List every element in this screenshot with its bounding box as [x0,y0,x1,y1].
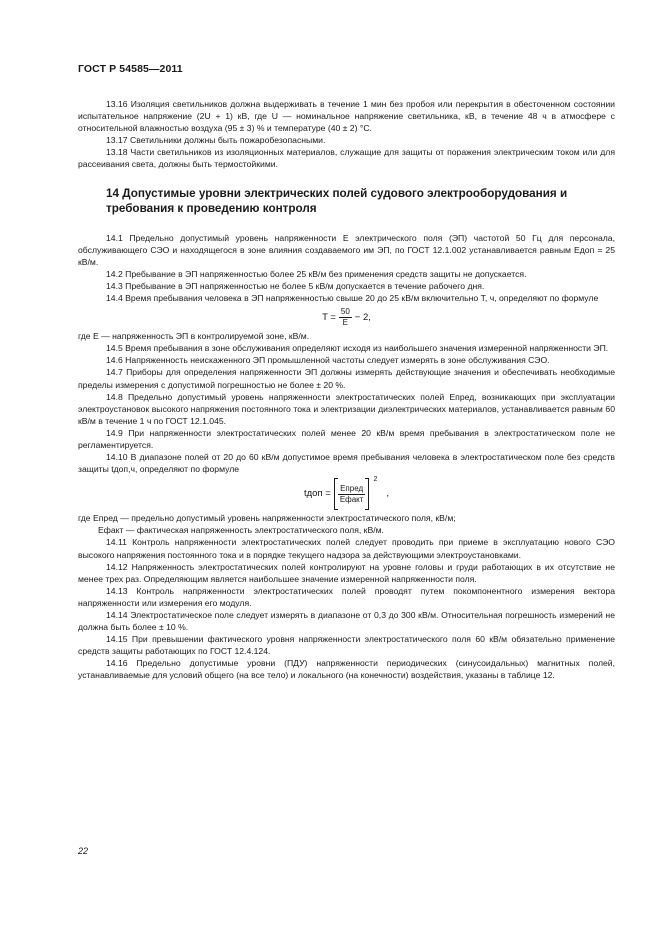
standard-header: ГОСТ Р 54585—2011 [78,63,183,75]
clause-14-15: 14.15 При превышении фактического уровня напряженности электростатического поля 60 кВ/м обязательно применение средств защиты работающих по ГОСТ 12.4.124. [78,634,615,657]
clause-14-6: 14.6 Напряженность неискаженного ЭП промышленной частоты следует измерять в зоне обслуживания СЭО. [106,355,550,366]
formula-2-fraction [338,484,366,505]
clause-14-9: 14.9 При напряженности электростатических полей менее 20 кВ/м время пребывания в электростатическом поле не регламентируется. [78,427,615,450]
formula-lhs: T = [322,311,336,323]
formula-2-bracket [334,478,370,510]
page-number: 22 [78,846,89,856]
formula-2-legend-a: где Eпред — предельно допустимый уровень напряженности электростатического поля, кВ/м; [78,513,456,524]
clause-13-17: 13.17 Светильники должны быть пожаробезопасными. [106,135,326,146]
clause-14-4: 14.4 Время пребывания человека в ЭП напряженностью свыше 20 до 25 кВ/м включительно T, ч, определяют по формуле [106,293,599,304]
clause-14-5: 14.5 Время пребывания в зоне обслуживания определяют исходя из наибольшего значения измеренной напряженности ЭП. [106,343,609,354]
clause-14-14: 14.14 Электростатическое поле следует измерять в диапазоне от 0,3 до 300 кВ/м. Относительная погрешность измерений не должна быть более ± 10 %. [78,610,615,633]
formula-fraction [339,307,352,328]
page-content [78,98,615,682]
formula-numerator: 50 [340,307,350,317]
clause-14-7: 14.7 Приборы для определения напряженности ЭП должны измерять действующие значения и обеспечивать необходимые пределы измерения с допустимой погрешностью не более ± 20 %. [78,367,615,390]
formula-allowed-time [78,478,615,510]
formula-2-power: 2 [373,476,378,484]
formula-rhs: − 2, [354,311,371,323]
formula-1-legend: где E — напряженность ЭП в контролируемой зоне, кВ/м. [78,331,310,342]
clause-14-1: 14.1 Предельно допустимый уровень напряженности E электрического поля (ЭП) частотой 50 Гц для персонала, обслуживающего СЭО и находящегося в зоне влияния создаваемого им ЭП, по ГОСТ 12.1.002 устанавливается равным Eдоп = 25 кВ/м. [78,232,615,267]
section-14-heading: 14 Допустимые уровни электрических полей судового электрооборудования и требования к проведению контроля [106,186,568,215]
formula-2-tail: , [386,488,389,500]
clause-14-12: 14.12 Напряженность электростатических полей контролируют на уровне головы и груди работающих в их отсутствие не менее трех раз. Определяющим является наибольшее значение измеренной напряженности поля. [78,561,615,584]
clause-14-3: 14.3 Пребывание в ЭП напряженностью не более 5 кВ/м допускается в течение рабочего дня. [106,280,485,291]
formula-2-lhs: tдоп = [304,488,331,500]
formula-2-denominator: Eфакт [339,494,364,504]
clause-14-11: 14.11 Контроль напряженности электростатических полей следует проводить при приеме в эксплуатацию нового СЭО высокого напряжения постоянного тока и в порядке текущего надзора за действующими электроустановками. [78,537,615,560]
formula-2-numerator: Eпред [340,483,364,493]
clause-14-2: 14.2 Пребывание в ЭП напряженностью более 25 кВ/м без применения средств защиты не допускается. [106,268,527,279]
right-bracket [365,478,369,510]
clause-14-13: 14.13 Контроль напряженности электростатических полей проводят путем покомпонентного измерения вектора напряженности или измерения его модуля. [78,585,615,608]
clause-13-18: 13.18 Части светильников из изоляционных материалов, служащие для защиты от поражения электрическим током или для рассеивания света, должны быть термостойкими. [78,147,615,170]
clause-13-16: 13.16 Изоляция светильников должна выдерживать в течение 1 мин без пробоя или перекрытия в обесточенном состоянии испытательное напряжение (2U + 1) кВ, где U — номинальное напряжение светильника, кВ, в течение 48 ч в атмосфере с относительной влажностью воздуха (95 ± 3) % и температуре (40 ± 2) °С. [78,99,615,134]
formula-denominator: E [342,318,349,328]
clause-14-10: 14.10 В диапазоне полей от 20 до 60 кВ/м допустимое время пребывания человека в электростатическом поле без средств защиты tдоп,ч, определяют по формуле [78,452,615,475]
formula-2-legend-b: Eфакт — фактическая напряженность электростатического поля, кВ/м. [98,525,384,536]
clause-14-16: 14.16 Предельно допустимые уровни (ПДУ) напряженности периодических (синусоидальных) магнитных полей, устанавливаемые для условий общего (на все тело) и локального (на конечности) воздействия, указаны в таблице 12. [78,658,615,681]
formula-exposure-time [78,307,615,328]
clause-14-8: 14.8 Предельно допустимый уровень напряженности электростатических полей Eпред, возникающих при эксплуатации электроустановок высокого напряжения постоянного тока и электризации диэлектрических материалов, устанавливается равным 60 кВ/м в течение 1 ч по ГОСТ 12.1.045. [78,391,615,426]
